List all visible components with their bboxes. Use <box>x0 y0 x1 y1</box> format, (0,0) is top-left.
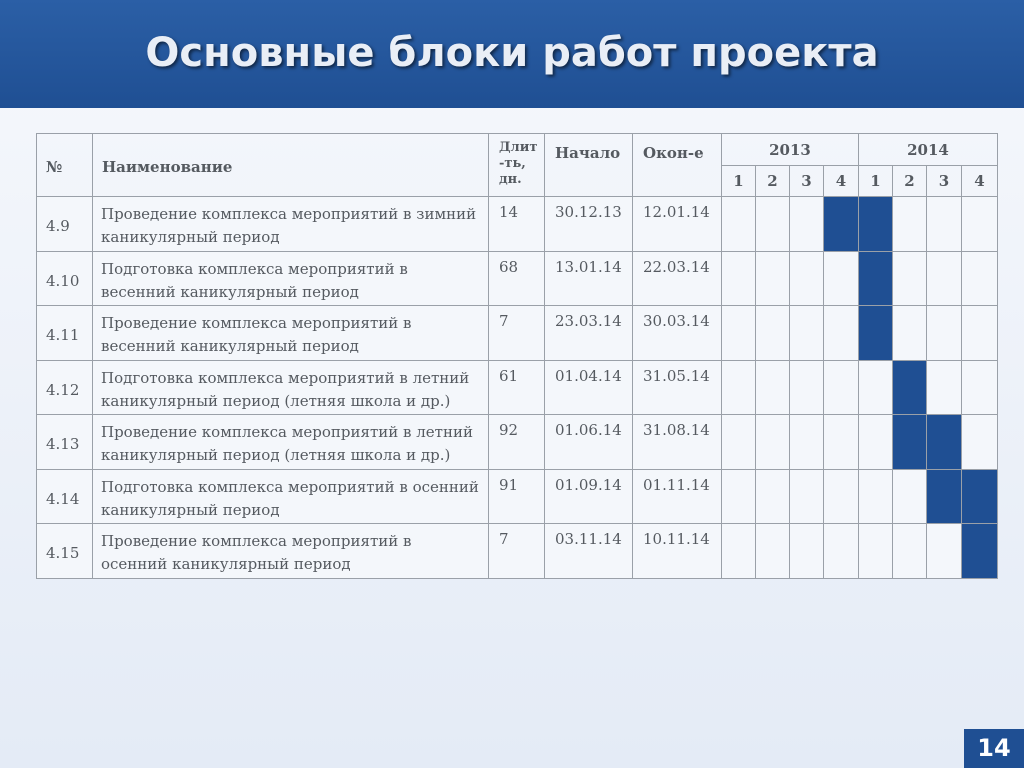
gantt-empty-cell <box>756 251 790 306</box>
gantt-empty-cell <box>790 197 824 252</box>
row-number: 4.9 <box>37 197 93 252</box>
header-quarter: 3 <box>790 166 824 197</box>
gantt-empty-cell <box>824 306 859 361</box>
row-end-date: 30.03.14 <box>633 306 722 361</box>
gantt-bar-cell <box>859 251 893 306</box>
row-name: Проведение комплекса мероприятий в весенний каникулярный период <box>93 306 489 361</box>
row-end-date: 31.08.14 <box>633 415 722 470</box>
gantt-empty-cell <box>962 360 998 415</box>
header-quarter: 2 <box>756 166 790 197</box>
gantt-empty-cell <box>962 251 998 306</box>
slide-title: Основные блоки работ проекта <box>145 30 879 76</box>
row-end-date: 12.01.14 <box>633 197 722 252</box>
gantt-bar-cell <box>927 469 962 524</box>
row-duration: 91 <box>489 469 545 524</box>
header-end: Окон-е <box>633 134 722 197</box>
gantt-empty-cell <box>756 306 790 361</box>
header-name: Наименование <box>93 134 489 197</box>
gantt-empty-cell <box>893 306 927 361</box>
gantt-empty-cell <box>824 415 859 470</box>
row-duration: 7 <box>489 306 545 361</box>
gantt-empty-cell <box>962 306 998 361</box>
gantt-empty-cell <box>893 469 927 524</box>
gantt-empty-cell <box>722 360 756 415</box>
header-num: № <box>37 134 93 197</box>
gantt-empty-cell <box>927 524 962 579</box>
header-year-2013: 2013 <box>722 134 859 166</box>
gantt-empty-cell <box>927 360 962 415</box>
table-header <box>37 134 998 197</box>
row-number: 4.11 <box>37 306 93 361</box>
header-quarter: 3 <box>927 166 962 197</box>
row-name: Проведение комплекса мероприятий в летний каникулярный период (летняя школа и др.) <box>93 415 489 470</box>
row-start-date: 30.12.13 <box>545 197 633 252</box>
gantt-empty-cell <box>756 469 790 524</box>
gantt-empty-cell <box>722 469 756 524</box>
header-quarter: 4 <box>824 166 859 197</box>
table-body <box>37 197 998 579</box>
row-number: 4.13 <box>37 415 93 470</box>
gantt-empty-cell <box>927 197 962 252</box>
row-end-date: 01.11.14 <box>633 469 722 524</box>
gantt-empty-cell <box>824 360 859 415</box>
gantt-empty-cell <box>893 197 927 252</box>
gantt-empty-cell <box>790 469 824 524</box>
row-duration: 61 <box>489 360 545 415</box>
row-number: 4.14 <box>37 469 93 524</box>
gantt-empty-cell <box>824 524 859 579</box>
gantt-bar-cell <box>962 469 998 524</box>
header-duration: Длит -ть, дн. <box>489 134 545 197</box>
gantt-empty-cell <box>722 524 756 579</box>
table-row <box>37 197 998 252</box>
row-duration: 92 <box>489 415 545 470</box>
header-year-2014: 2014 <box>859 134 998 166</box>
row-number: 4.12 <box>37 360 93 415</box>
row-end-date: 22.03.14 <box>633 251 722 306</box>
table-row <box>37 251 998 306</box>
row-name: Проведение комплекса мероприятий в зимний каникулярный период <box>93 197 489 252</box>
table-row <box>37 415 998 470</box>
row-start-date: 01.09.14 <box>545 469 633 524</box>
gantt-empty-cell <box>962 415 998 470</box>
gantt-empty-cell <box>893 251 927 306</box>
gantt-empty-cell <box>790 360 824 415</box>
gantt-empty-cell <box>790 415 824 470</box>
row-start-date: 01.06.14 <box>545 415 633 470</box>
gantt-bar-cell <box>962 524 998 579</box>
row-start-date: 23.03.14 <box>545 306 633 361</box>
gantt-empty-cell <box>790 251 824 306</box>
gantt-empty-cell <box>722 415 756 470</box>
gantt-empty-cell <box>756 360 790 415</box>
gantt-empty-cell <box>722 197 756 252</box>
row-number: 4.10 <box>37 251 93 306</box>
slide-header <box>0 0 1024 108</box>
table-row <box>37 360 998 415</box>
gantt-bar-cell <box>859 306 893 361</box>
gantt-bar-cell <box>893 415 927 470</box>
gantt-empty-cell <box>927 306 962 361</box>
row-duration: 7 <box>489 524 545 579</box>
gantt-empty-cell <box>756 197 790 252</box>
header-quarter: 4 <box>962 166 998 197</box>
gantt-bar-cell <box>893 360 927 415</box>
header-quarter: 1 <box>722 166 756 197</box>
gantt-bar-cell <box>859 197 893 252</box>
gantt-table <box>36 133 998 579</box>
gantt-empty-cell <box>859 360 893 415</box>
header-quarter: 1 <box>859 166 893 197</box>
row-start-date: 03.11.14 <box>545 524 633 579</box>
row-end-date: 31.05.14 <box>633 360 722 415</box>
header-start: Начало <box>545 134 633 197</box>
row-duration: 14 <box>489 197 545 252</box>
page-number: 14 <box>964 729 1024 768</box>
row-name: Подготовка комплекса мероприятий в осенний каникулярный период <box>93 469 489 524</box>
row-start-date: 01.04.14 <box>545 360 633 415</box>
gantt-empty-cell <box>824 251 859 306</box>
row-name: Подготовка комплекса мероприятий в летний каникулярный период (летняя школа и др.) <box>93 360 489 415</box>
gantt-empty-cell <box>859 469 893 524</box>
gantt-empty-cell <box>756 524 790 579</box>
gantt-bar-cell <box>927 415 962 470</box>
row-number: 4.15 <box>37 524 93 579</box>
gantt-empty-cell <box>790 524 824 579</box>
gantt-bar-cell <box>824 197 859 252</box>
table-row <box>37 306 998 361</box>
gantt-empty-cell <box>927 251 962 306</box>
row-end-date: 10.11.14 <box>633 524 722 579</box>
gantt-empty-cell <box>790 306 824 361</box>
gantt-empty-cell <box>893 524 927 579</box>
table-row <box>37 524 998 579</box>
gantt-empty-cell <box>859 415 893 470</box>
gantt-empty-cell <box>722 251 756 306</box>
gantt-empty-cell <box>859 524 893 579</box>
row-start-date: 13.01.14 <box>545 251 633 306</box>
gantt-empty-cell <box>824 469 859 524</box>
table-row <box>37 469 998 524</box>
gantt-empty-cell <box>962 197 998 252</box>
row-name: Подготовка комплекса мероприятий в весенний каникулярный период <box>93 251 489 306</box>
row-duration: 68 <box>489 251 545 306</box>
gantt-empty-cell <box>722 306 756 361</box>
header-quarter: 2 <box>893 166 927 197</box>
row-name: Проведение комплекса мероприятий в осенний каникулярный период <box>93 524 489 579</box>
gantt-empty-cell <box>756 415 790 470</box>
